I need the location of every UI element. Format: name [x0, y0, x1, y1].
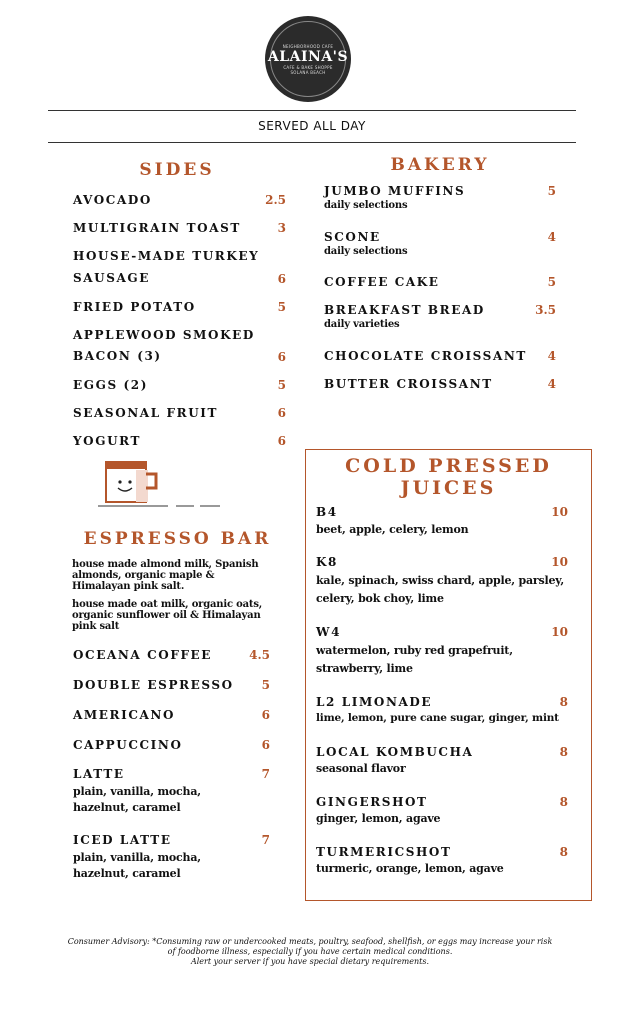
- item-description: daily selections: [324, 246, 408, 257]
- item-name: MULTIGRAIN TOAST: [73, 221, 241, 235]
- item-description: daily varieties: [324, 319, 400, 330]
- item-name: BREAKFAST BREAD: [324, 303, 485, 317]
- espresso-item: [73, 738, 270, 752]
- item-price: 6: [261, 738, 270, 752]
- sides-item: [73, 221, 286, 235]
- advisory-line-1: Consumer Advisory: *Consuming raw or undercooked meats, poultry, seafood, shellfish, or eggs may increase your risk: [67, 937, 553, 946]
- item-price: 10: [551, 555, 568, 569]
- item-price: 5: [261, 678, 270, 692]
- sides-item: [73, 328, 286, 363]
- item-name: AMERICANO: [73, 708, 176, 722]
- item-description: seasonal flavor: [316, 762, 406, 775]
- item-name: AVOCADO: [73, 193, 152, 207]
- advisory-line-2: of foodborne illness, especially if you have certain medical conditions.: [167, 947, 453, 956]
- juice-item: [316, 625, 568, 678]
- item-name: JUMBO MUFFINS: [324, 184, 466, 198]
- item-description: ginger, lemon, agave: [316, 812, 441, 825]
- bakery-item: [324, 303, 556, 330]
- item-name-line2: BACON (3): [73, 349, 162, 363]
- item-description: kale, spinach, swiss chard, apple, parsley, celery, bok choy, lime: [316, 574, 565, 605]
- item-name: GINGERSHOT: [316, 795, 428, 809]
- item-name: BUTTER CROISSANT: [324, 377, 493, 391]
- item-price: 5: [547, 275, 556, 289]
- item-description: beet, apple, celery, lemon: [316, 523, 469, 536]
- sides-item: [73, 378, 286, 392]
- sides-item: [73, 434, 286, 448]
- cafe-logo: [265, 16, 351, 102]
- item-price: 4: [547, 349, 556, 363]
- item-price: 6: [277, 406, 286, 420]
- juice-item: [316, 845, 568, 875]
- bakery-title: BAKERY: [390, 155, 490, 175]
- logo-subtitle: CAFE & BAKE SHOPPE: [283, 64, 333, 70]
- item-price: 6: [277, 434, 286, 448]
- sides-item: [73, 406, 286, 420]
- item-name: SEASONAL FRUIT: [73, 406, 219, 420]
- bakery-item: [324, 377, 556, 391]
- item-price: 4: [547, 230, 556, 244]
- item-name: W4: [316, 625, 342, 639]
- sides-title: SIDES: [139, 160, 215, 180]
- item-name: OCEANA COFFEE: [73, 648, 213, 662]
- espresso-item: [73, 767, 270, 816]
- item-name: COFFEE CAKE: [324, 275, 440, 289]
- bakery-item: [324, 349, 556, 363]
- bakery-item: [324, 275, 556, 289]
- item-name: LOCAL KOMBUCHA: [316, 745, 474, 759]
- item-description: daily selections: [324, 200, 408, 211]
- espresso-item: [73, 833, 270, 882]
- item-name: YOGURT: [73, 434, 142, 448]
- espresso-title: ESPRESSO BAR: [83, 529, 272, 549]
- bakery-item: [324, 230, 556, 257]
- sides-item: [73, 300, 286, 314]
- item-price: 6: [277, 350, 286, 364]
- item-price: 3.5: [535, 303, 556, 317]
- item-price: 7: [261, 767, 270, 781]
- consumer-advisory: [40, 937, 580, 967]
- item-price: 5: [277, 300, 286, 314]
- item-description: turmeric, orange, lemon, agave: [316, 862, 504, 875]
- served-divider: [48, 142, 576, 143]
- item-price: 5: [277, 378, 286, 392]
- item-name: CHOCOLATE CROISSANT: [324, 349, 527, 363]
- item-name: APPLEWOOD SMOKED: [73, 328, 255, 342]
- juice-item: [316, 505, 568, 538]
- item-price: 10: [551, 625, 568, 639]
- item-price: 6: [261, 708, 270, 722]
- sides-item: [73, 193, 286, 207]
- item-price: 2.5: [265, 193, 286, 207]
- coffee-mug-icon: [96, 460, 226, 516]
- sides-item: [73, 249, 286, 285]
- item-price: 8: [559, 795, 568, 809]
- oat-milk-note: house made oat milk, organic oats, organic sunflower oil & Himalayan pink salt: [72, 599, 263, 632]
- item-name: L2 LIMONADE: [316, 695, 433, 709]
- item-price: 10: [551, 505, 568, 519]
- top-divider: [48, 110, 576, 111]
- juices-title: [305, 455, 592, 499]
- item-name: FRIED POTATO: [73, 300, 196, 314]
- item-description: lime, lemon, pure cane sugar, ginger, mint: [316, 712, 559, 724]
- item-name: B4: [316, 505, 338, 519]
- juice-item: [316, 795, 568, 825]
- logo-arc-bottom: SOLANA BEACH: [290, 69, 326, 75]
- item-price: 8: [559, 695, 568, 709]
- item-price: 5: [547, 184, 556, 198]
- item-name-line2: SAUSAGE: [73, 271, 151, 285]
- juice-item: [316, 745, 568, 775]
- item-name: DOUBLE ESPRESSO: [73, 678, 234, 692]
- item-description: plain, vanilla, mocha, hazelnut, caramel: [73, 785, 201, 814]
- item-name: SCONE: [324, 230, 381, 244]
- item-price: 4.5: [249, 648, 270, 662]
- logo-name: ALAINA'S: [267, 48, 349, 65]
- juice-item: [316, 695, 568, 724]
- item-price: 8: [559, 745, 568, 759]
- bakery-item: [324, 184, 556, 211]
- espresso-item: [73, 678, 270, 692]
- item-name: EGGS (2): [73, 378, 148, 392]
- juice-item: [316, 555, 568, 608]
- item-description: watermelon, ruby red grapefruit, strawberry, lime: [316, 644, 513, 675]
- item-name: LATTE: [73, 767, 125, 781]
- espresso-item: [73, 648, 270, 662]
- served-all-day: SERVED ALL DAY: [258, 119, 366, 133]
- advisory-line-3: Alert your server if you have special dietary requirements.: [190, 957, 430, 966]
- item-price: 6: [277, 272, 286, 286]
- item-name: HOUSE-MADE TURKEY: [73, 249, 260, 263]
- item-price: 8: [559, 845, 568, 859]
- item-price: 3: [277, 221, 286, 235]
- espresso-item: [73, 708, 270, 722]
- almond-milk-note: house made almond milk, Spanish almonds, organic maple & Himalayan pink salt.: [72, 559, 259, 592]
- item-price: 7: [261, 833, 270, 847]
- juices-title-line1: COLD PRESSED: [345, 455, 552, 477]
- logo-arc-top: NEIGHBORHOOD CAFE: [282, 43, 334, 49]
- item-name: ICED LATTE: [73, 833, 172, 847]
- item-description: plain, vanilla, mocha, hazelnut, caramel: [73, 851, 201, 880]
- juices-title-line2: JUICES: [400, 477, 497, 499]
- item-name: K8: [316, 555, 338, 569]
- item-price: 4: [547, 377, 556, 391]
- item-name: TURMERICSHOT: [316, 845, 452, 859]
- item-name: CAPPUCCINO: [73, 738, 183, 752]
